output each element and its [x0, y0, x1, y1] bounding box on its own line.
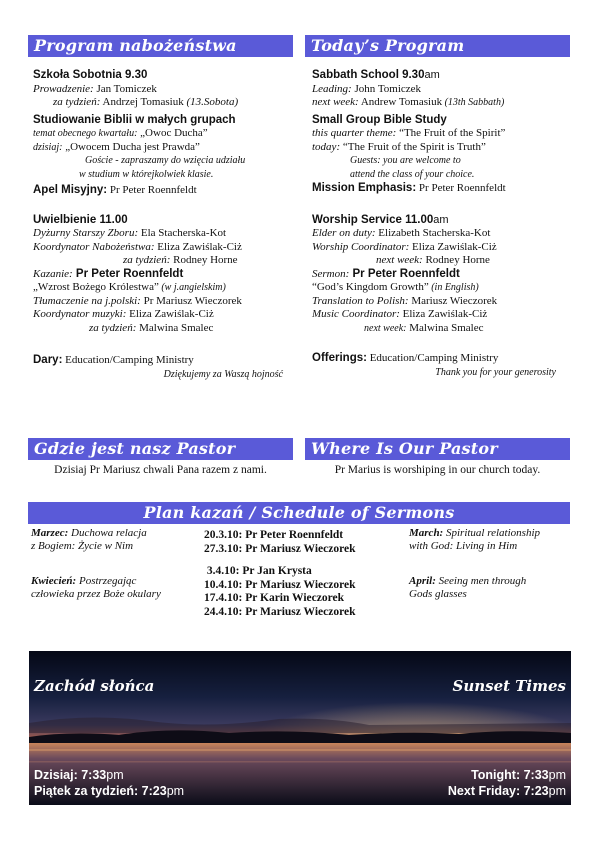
music-next-label-en: next week:	[364, 322, 407, 334]
theme-value: „Owoc Ducha”	[137, 127, 208, 139]
sermon-row	[33, 268, 293, 282]
sabbath-school-row	[312, 69, 570, 83]
elder-value-en: Elizabeth Stacherska-Kot	[375, 227, 491, 239]
translation-value-en: Mariusz Wieczorek	[408, 294, 498, 307]
march-label-pl: Marzec:	[31, 527, 69, 539]
mission-row	[33, 184, 293, 198]
music-value: Eliza Zawiślak-Ciż	[126, 308, 214, 320]
music-next-row	[33, 322, 293, 336]
pastor-header-pl: Gdzie jest nasz Pastor	[28, 438, 293, 460]
sunset-today-pl	[34, 768, 124, 782]
april-theme-pl	[31, 575, 161, 601]
guests-line-1: Goście - zapraszamy do wzięcia udziału	[85, 155, 246, 166]
sunset-today-en	[471, 768, 566, 782]
sermon-date-row: 20.3.10: Pr Peter Roennfeldt	[204, 529, 344, 541]
coord-next-label: za tydzień:	[123, 254, 171, 266]
theme-row-en	[312, 127, 570, 141]
march-theme-en	[409, 527, 540, 553]
next-week-value: Andrzej Tomasiuk	[100, 96, 184, 108]
leading-value-en: John Tomiczek	[351, 82, 422, 95]
worship-suffix: am	[433, 213, 449, 226]
sermon-title-row-en	[312, 281, 570, 295]
elder-label: Dyżurny Starszy Zboru:	[33, 227, 139, 239]
program-pl	[33, 69, 293, 381]
sermon-title: „Wzrost Bożego Królestwa”	[33, 281, 159, 293]
pastor-header-en: Where Is Our Pastor	[305, 438, 570, 460]
april-label-en: April:	[409, 575, 436, 587]
sabbath-school-title: Szkoła Sobotnia 9.30	[33, 69, 148, 81]
offerings-label-en: Offerings:	[312, 352, 367, 364]
mission-value-en: Pr Peter Roennfeldt	[416, 182, 506, 194]
mission-label: Apel Misyjny:	[33, 184, 108, 196]
thanks-text-en: Thank you for your generosity	[435, 366, 556, 378]
sermon-value: Pr Peter Roennfeldt	[72, 267, 184, 280]
music-row-en	[312, 308, 570, 322]
next-week-note-en: (13th Sabbath)	[442, 97, 505, 108]
today-label: dzisiaj:	[33, 141, 63, 153]
sermon-date-row: 24.4.10: Pr Mariusz Wieczorek	[204, 605, 356, 618]
march-label-en: March:	[409, 527, 444, 539]
worship-title-en: Worship Service 11.00	[312, 213, 434, 226]
march-line1-pl: Duchowa relacja	[68, 527, 147, 539]
offerings-row-en	[312, 352, 570, 366]
worship-row-en	[312, 214, 570, 228]
today-row-en	[312, 141, 570, 155]
march-line2-en: with God: Living in Him	[409, 540, 518, 552]
program-header-pl: Program nabożeństwa	[28, 35, 293, 57]
sermon-title-row	[33, 281, 293, 295]
sermon-title-en: “God’s Kingdom Growth”	[312, 281, 429, 293]
sunset-next-en-suffix: pm	[548, 784, 566, 798]
coordinator-row	[33, 241, 293, 255]
coord-next-row-en	[312, 254, 570, 268]
music-row	[33, 308, 293, 322]
april-line2-pl: człowieka przez Boże okulary	[31, 588, 161, 600]
april-line1-en: Seeing men through	[435, 575, 527, 587]
sunset-today-en-suffix: pm	[548, 768, 566, 782]
translation-value: Pr Mariusz Wieczorek	[140, 294, 242, 307]
sermon-title-note-en: (in English)	[428, 282, 479, 293]
music-next-value: Malwina Smalec	[136, 321, 214, 334]
offerings-row	[33, 354, 293, 368]
pastor-text-en: Pr Marius is worshiping in our church today.	[334, 464, 541, 476]
today-value-en: “The Fruit of the Spirit is Truth”	[340, 140, 486, 153]
translation-row-en	[312, 295, 570, 309]
sunset-title-en: Sunset Times	[452, 677, 566, 695]
guests-line-1-en: Guests: you are welcome to	[350, 155, 461, 166]
elder-value: Ela Stacherska-Kot	[138, 227, 227, 239]
theme-value-en: “The Fruit of the Spirit”	[396, 127, 506, 139]
pastor-text-pl: Dzisiaj Pr Mariusz chwali Pana razem z nami.	[54, 464, 267, 476]
bible-study-title: Studiowanie Biblii w małych grupach	[33, 113, 236, 126]
program-en	[312, 69, 570, 379]
offerings-label: Dary:	[33, 354, 63, 366]
coordinator-value-en: Eliza Zawiślak-Ciż	[409, 240, 497, 253]
sabbath-school-suffix: am	[424, 69, 440, 81]
leading-row-en	[312, 83, 570, 97]
leading-label-en: Leading:	[312, 82, 352, 95]
thanks-text: Dziękujemy za Waszą hojność	[163, 368, 283, 380]
music-next-row-en	[312, 322, 570, 336]
sunset-today-pl-suffix: pm	[106, 768, 124, 782]
translation-label-en: Translation to Polish:	[312, 294, 409, 307]
translation-row	[33, 295, 293, 309]
music-next-value-en: Malwina Smalec	[406, 321, 484, 334]
music-label-en: Music Coordinator:	[312, 308, 400, 320]
leading-label: Prowadzenie:	[33, 82, 94, 95]
bible-study-title-en: Small Group Bible Study	[312, 113, 447, 126]
sunset-today-en-time: Tonight: 7:33	[471, 768, 549, 782]
sunset-title-pl: Zachód słońca	[34, 677, 155, 695]
guests-line-2-en: attend the class of your choice.	[350, 168, 475, 180]
coord-next-row	[33, 254, 293, 268]
sermon-label-en: Sermon:	[312, 267, 350, 280]
today-label-en: today:	[312, 140, 341, 153]
today-value: „Owocem Ducha jest Prawda”	[62, 140, 200, 153]
next-week-note: (13.Sobota)	[183, 96, 239, 108]
sunset-next-pl-time: Piątek za tydzień: 7:23	[34, 784, 167, 798]
leading-row	[33, 83, 293, 97]
sermon-row-en	[312, 268, 570, 282]
sermon-date-row: 3.4.10: Pr Jan Krysta	[204, 565, 312, 577]
coordinator-value: Eliza Zawiślak-Ciż	[154, 240, 242, 253]
april-line2-en: Gods glasses	[409, 588, 467, 600]
worship-title: Uwielbienie 11.00	[33, 213, 128, 226]
sabbath-school-title-en: Sabbath School 9.30	[312, 69, 425, 81]
schedule-header: Plan kazań / Schedule of Sermons	[28, 502, 570, 524]
coord-next-value-en: Rodney Horne	[422, 254, 490, 266]
today-row	[33, 141, 293, 155]
march-line2-pl: z Bogiem: Życie w Nim	[31, 540, 134, 552]
program-header-en: Today’s Program	[305, 35, 570, 57]
coord-next-value: Rodney Horne	[170, 254, 238, 266]
coordinator-row-en	[312, 241, 570, 255]
leading-value: Jan Tomiczek	[93, 82, 157, 95]
sermon-date-row: 10.4.10: Pr Mariusz Wieczorek	[204, 578, 356, 591]
april-theme-en	[409, 575, 526, 601]
march-theme-pl	[31, 527, 147, 553]
sermon-title-note: (w j.angielskim)	[158, 282, 226, 293]
sermon-dates	[204, 529, 356, 619]
sunset-next-pl	[34, 784, 184, 798]
elder-label-en: Elder on duty:	[312, 227, 376, 239]
coord-next-label-en: next week:	[376, 254, 423, 266]
sermon-date-row: 27.3.10: Pr Mariusz Wieczorek	[204, 542, 356, 555]
april-label-pl: Kwiecień:	[31, 575, 77, 587]
guests-line-2: w studium w którejkolwiek klasie.	[79, 168, 214, 180]
theme-label-en: this quarter theme:	[312, 127, 397, 139]
theme-label: temat obecnego kwartału:	[33, 128, 138, 139]
sermon-label: Kazanie:	[33, 267, 73, 280]
offerings-value: Education/Camping Ministry	[62, 354, 194, 366]
next-week-label: za tydzień:	[53, 96, 101, 108]
mission-label-en: Mission Emphasis:	[312, 182, 417, 194]
next-week-row-en	[312, 96, 570, 110]
elder-row-en	[312, 227, 570, 241]
mission-row-en	[312, 182, 570, 196]
march-line1-en: Spiritual relationship	[443, 527, 540, 539]
mission-value: Pr Peter Roennfeldt	[107, 184, 197, 196]
next-week-row	[33, 96, 293, 110]
next-week-label-en: next week:	[312, 96, 359, 108]
music-label: Koordynator muzyki:	[33, 308, 127, 320]
coordinator-label: Koordynator Nabożeństwa:	[33, 240, 155, 253]
translation-label: Tłumaczenie na j.polski:	[33, 294, 141, 307]
music-next-label: za tydzień:	[89, 321, 137, 334]
april-line1-pl: Postrzegając	[76, 575, 137, 587]
theme-row	[33, 127, 293, 141]
offerings-value-en: Education/Camping Ministry	[366, 352, 499, 364]
sunset-next-pl-suffix: pm	[166, 784, 185, 798]
sermon-date-row: 17.4.10: Pr Karin Wieczorek	[204, 592, 345, 604]
music-value-en: Eliza Zawiślak-Ciż	[399, 308, 488, 320]
sunset-today-pl-time: Dzisiaj: 7:33	[34, 768, 107, 782]
sunset-next-en	[448, 784, 566, 798]
next-week-value-en: Andrew Tomasiuk	[358, 96, 443, 108]
sermon-value-en: Pr Peter Roennfeldt	[349, 267, 460, 280]
sunset-panel	[29, 651, 571, 805]
elder-row	[33, 227, 293, 241]
sunset-next-en-time: Next Friday: 7:23	[447, 784, 549, 798]
coordinator-label-en: Worship Coordinator:	[312, 240, 410, 253]
